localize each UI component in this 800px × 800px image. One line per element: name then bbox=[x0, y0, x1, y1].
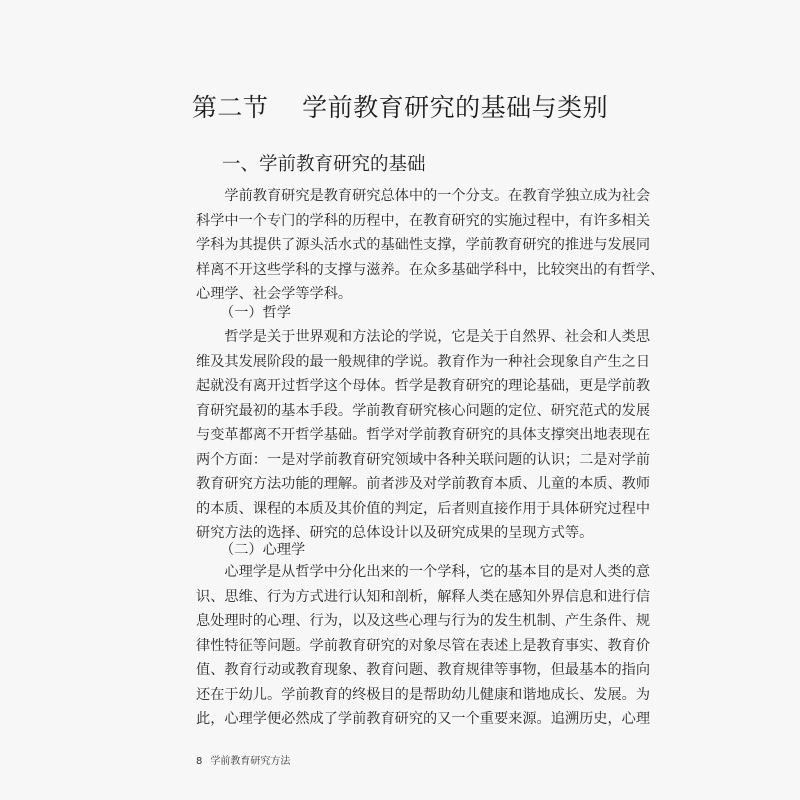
text-line: 起就没有离开过哲学这个母体。哲学是教育研究的理论基础，更是学前教 bbox=[196, 378, 651, 394]
text-line: 学科为其提供了源头活水式的基础性支撑，学前教育研究的推进与发展同 bbox=[196, 237, 651, 253]
text-line: 的本质、课程的本质及其价值的判定，后者则直接作用于具体研究过程中 bbox=[196, 500, 651, 517]
page-footer bbox=[196, 752, 290, 767]
subheading-philosophy: （一）哲学 bbox=[220, 305, 291, 321]
text-line: 科学中一个专门的学科的历程中，在教育研究的实施过程中，有许多相关 bbox=[196, 212, 651, 229]
text-line: 息处理时的心理、行为，以及这些心理与行为的发生机制、产生条件、规 bbox=[196, 613, 651, 629]
text-line: 教育研究方法功能的理解。前者涉及对学前教育本质、儿童的本质、教师 bbox=[196, 476, 651, 492]
text-line: 两个方面：一是对学前教育研究领域中各种关联问题的认识；二是对学前 bbox=[196, 451, 651, 468]
page-number: 8 bbox=[196, 756, 203, 767]
text-line: 学前教育研究是教育研究总体中的一个分支。在教育学独立成为社会 bbox=[196, 188, 651, 204]
subheading-psychology: （二）心理学 bbox=[220, 542, 306, 558]
text-line: 与变革都离不开哲学基础。哲学对学前教育研究的具体支撑突出地表现在 bbox=[196, 427, 651, 443]
text-line: 心理学是从哲学中分化出来的一个学科，它的基本目的是对人类的意 bbox=[196, 564, 651, 580]
text-line: 识、思维、行为方式进行认知和剖析，解释人类在感知外界信息和进行信 bbox=[196, 588, 651, 605]
text-line: 律性特征等问题。学前教育研究的对象尽管在表述上是教育事实、教育价 bbox=[196, 637, 651, 654]
text-line: 哲学是关于世界观和方法论的学说，它是关于自然界、社会和人类思 bbox=[196, 329, 651, 345]
text-line: 还在于幼儿。学前教育的终极目的是帮助幼儿健康和谐地成长、发展。为 bbox=[196, 686, 651, 703]
text-line: 此，心理学便必然成了学前教育研究的又一个重要来源。追溯历史，心理 bbox=[196, 711, 651, 727]
text-line: 育研究最初的基本手段。学前教育研究核心问题的定位、研究范式的发展 bbox=[196, 402, 651, 419]
paragraph-psychology bbox=[196, 560, 651, 732]
section-title: 第二节 学前教育研究的基础与类别 bbox=[191, 93, 609, 122]
text-line: 心理学、社会学等学科。 bbox=[196, 286, 353, 302]
text-line: 维及其发展阶段的最一般规律的学说。教育作为一种社会现象自产生之日 bbox=[196, 353, 651, 370]
text-line: 值、教育行动或教育现象、教育问题、教育规律等事物，但最基本的指向 bbox=[196, 662, 651, 678]
running-title: 学前教育研究方法 bbox=[210, 756, 291, 767]
text-line: 研究方法的选择、研究的总体设计以及研究成果的呈现方式等。 bbox=[196, 525, 594, 541]
heading-foundations: 一、学前教育研究的基础 bbox=[222, 154, 426, 175]
paragraph-philosophy bbox=[196, 325, 651, 546]
paragraph-intro bbox=[196, 184, 665, 307]
text-line: 样离不开这些学科的支撑与滋养。在众多基础学科中，比较突出的有哲学、 bbox=[196, 261, 665, 278]
